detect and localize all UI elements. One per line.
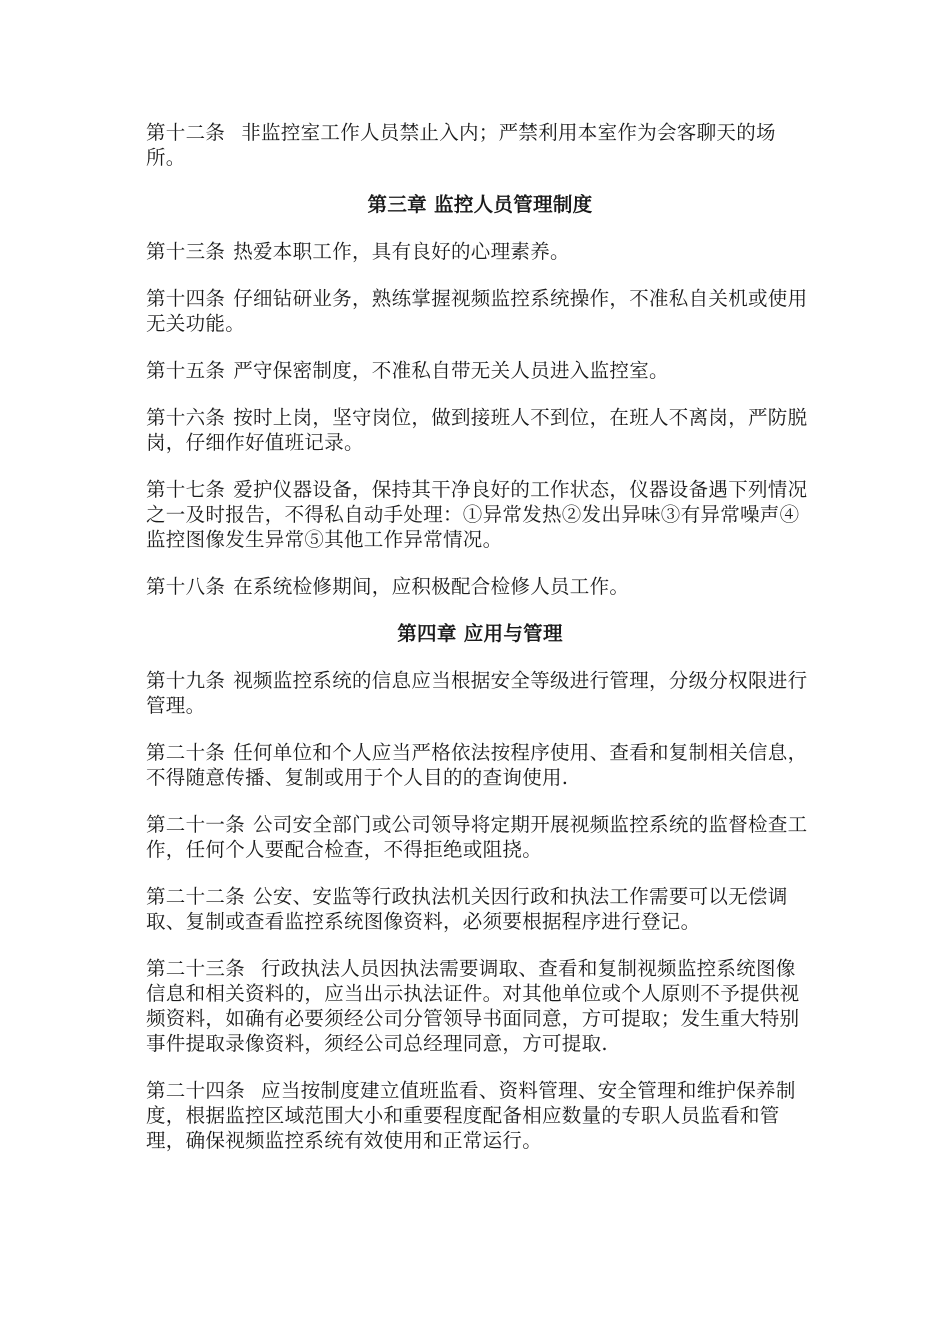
article-13	[146, 239, 814, 264]
article-text: 任何单位和个人应当严格依法按程序使用、查看和复制相关信息，不得随意传播、复制或用于个人目的的查询使用.	[146, 741, 808, 789]
article-text: 公安、安监等行政执法机关因行政和执法工作需要可以无偿调取、复制或查看监控系统图像资料，必须要根据程序进行登记。	[146, 885, 788, 933]
article-text: 仔细钻研业务，熟练掌握视频监控系统操作，不准私自关机或使用无关功能。	[146, 287, 808, 335]
article-number: 第十五条	[146, 359, 226, 382]
article-number: 第二十二条	[146, 885, 246, 908]
article-22	[146, 884, 814, 934]
document-page	[146, 120, 814, 1175]
chapter-4-heading: 第四章 应用与管理	[397, 622, 563, 645]
article-number: 第二十一条	[146, 813, 246, 836]
article-text: 严守保密制度，不准私自带无关人员进入监控室。	[233, 359, 669, 382]
article-15	[146, 358, 814, 383]
article-24	[146, 1078, 814, 1153]
article-14	[146, 286, 814, 336]
chapter-3-heading: 第三章 监控人员管理制度	[367, 193, 593, 216]
article-text: 视频监控系统的信息应当根据安全等级进行管理，分级分权限进行管理。	[146, 669, 808, 717]
article-number: 第十六条	[146, 406, 226, 429]
article-21	[146, 812, 814, 862]
article-19	[146, 668, 814, 718]
article-number: 第二十三条	[146, 957, 246, 980]
article-text: 行政执法人员因执法需要调取、查看和复制视频监控系统图像信息和相关资料的，应当出示执法证件。对其他单位或个人原则不予提供视频资料，如确有必要须经公司分管领导书面同意，方可提取；发生重大特别事件提取录像资料，须经公司总经理同意，方可提取.	[146, 957, 800, 1055]
article-number: 第二十四条	[146, 1079, 246, 1102]
article-number: 第十三条	[146, 240, 226, 263]
article-number: 第十七条	[146, 478, 226, 501]
article-text: 非监控室工作人员禁止入内；严禁利用本室作为会客聊天的场所。	[146, 121, 776, 169]
article-text: 在系统检修期间，应积极配合检修人员工作。	[233, 575, 630, 598]
article-23	[146, 956, 814, 1056]
article-text: 按时上岗，坚守岗位，做到接班人不到位，在班人不离岗，严防脱岗，仔细作好值班记录。	[146, 406, 808, 454]
article-number: 第十九条	[146, 669, 226, 692]
article-16	[146, 405, 814, 455]
article-20	[146, 740, 814, 790]
article-text: 热爱本职工作，具有良好的心理素养。	[233, 240, 570, 263]
article-text: 公司安全部门或公司领导将定期开展视频监控系统的监督检查工作，任何个人要配合检查，不得拒绝或阻挠。	[146, 813, 808, 861]
article-17	[146, 477, 814, 552]
article-text: 应当按制度建立值班监看、资料管理、安全管理和维护保养制度，根据监控区域范围大小和重要程度配备相应数量的专职人员监看和管理，确保视频监控系统有效使用和正常运行。	[146, 1079, 796, 1152]
article-18	[146, 574, 814, 599]
article-number: 第十二条	[146, 121, 226, 144]
article-12	[146, 120, 814, 170]
article-number: 第十八条	[146, 575, 226, 598]
article-text: 爱护仪器设备，保持其干净良好的工作状态，仪器设备遇下列情况之一及时报告，不得私自动手处理：①异常发热②发出异味③有异常噪声④监控图像发生异常⑤其他工作异常情况。	[146, 478, 808, 551]
article-number: 第二十条	[146, 741, 226, 764]
article-number: 第十四条	[146, 287, 226, 310]
